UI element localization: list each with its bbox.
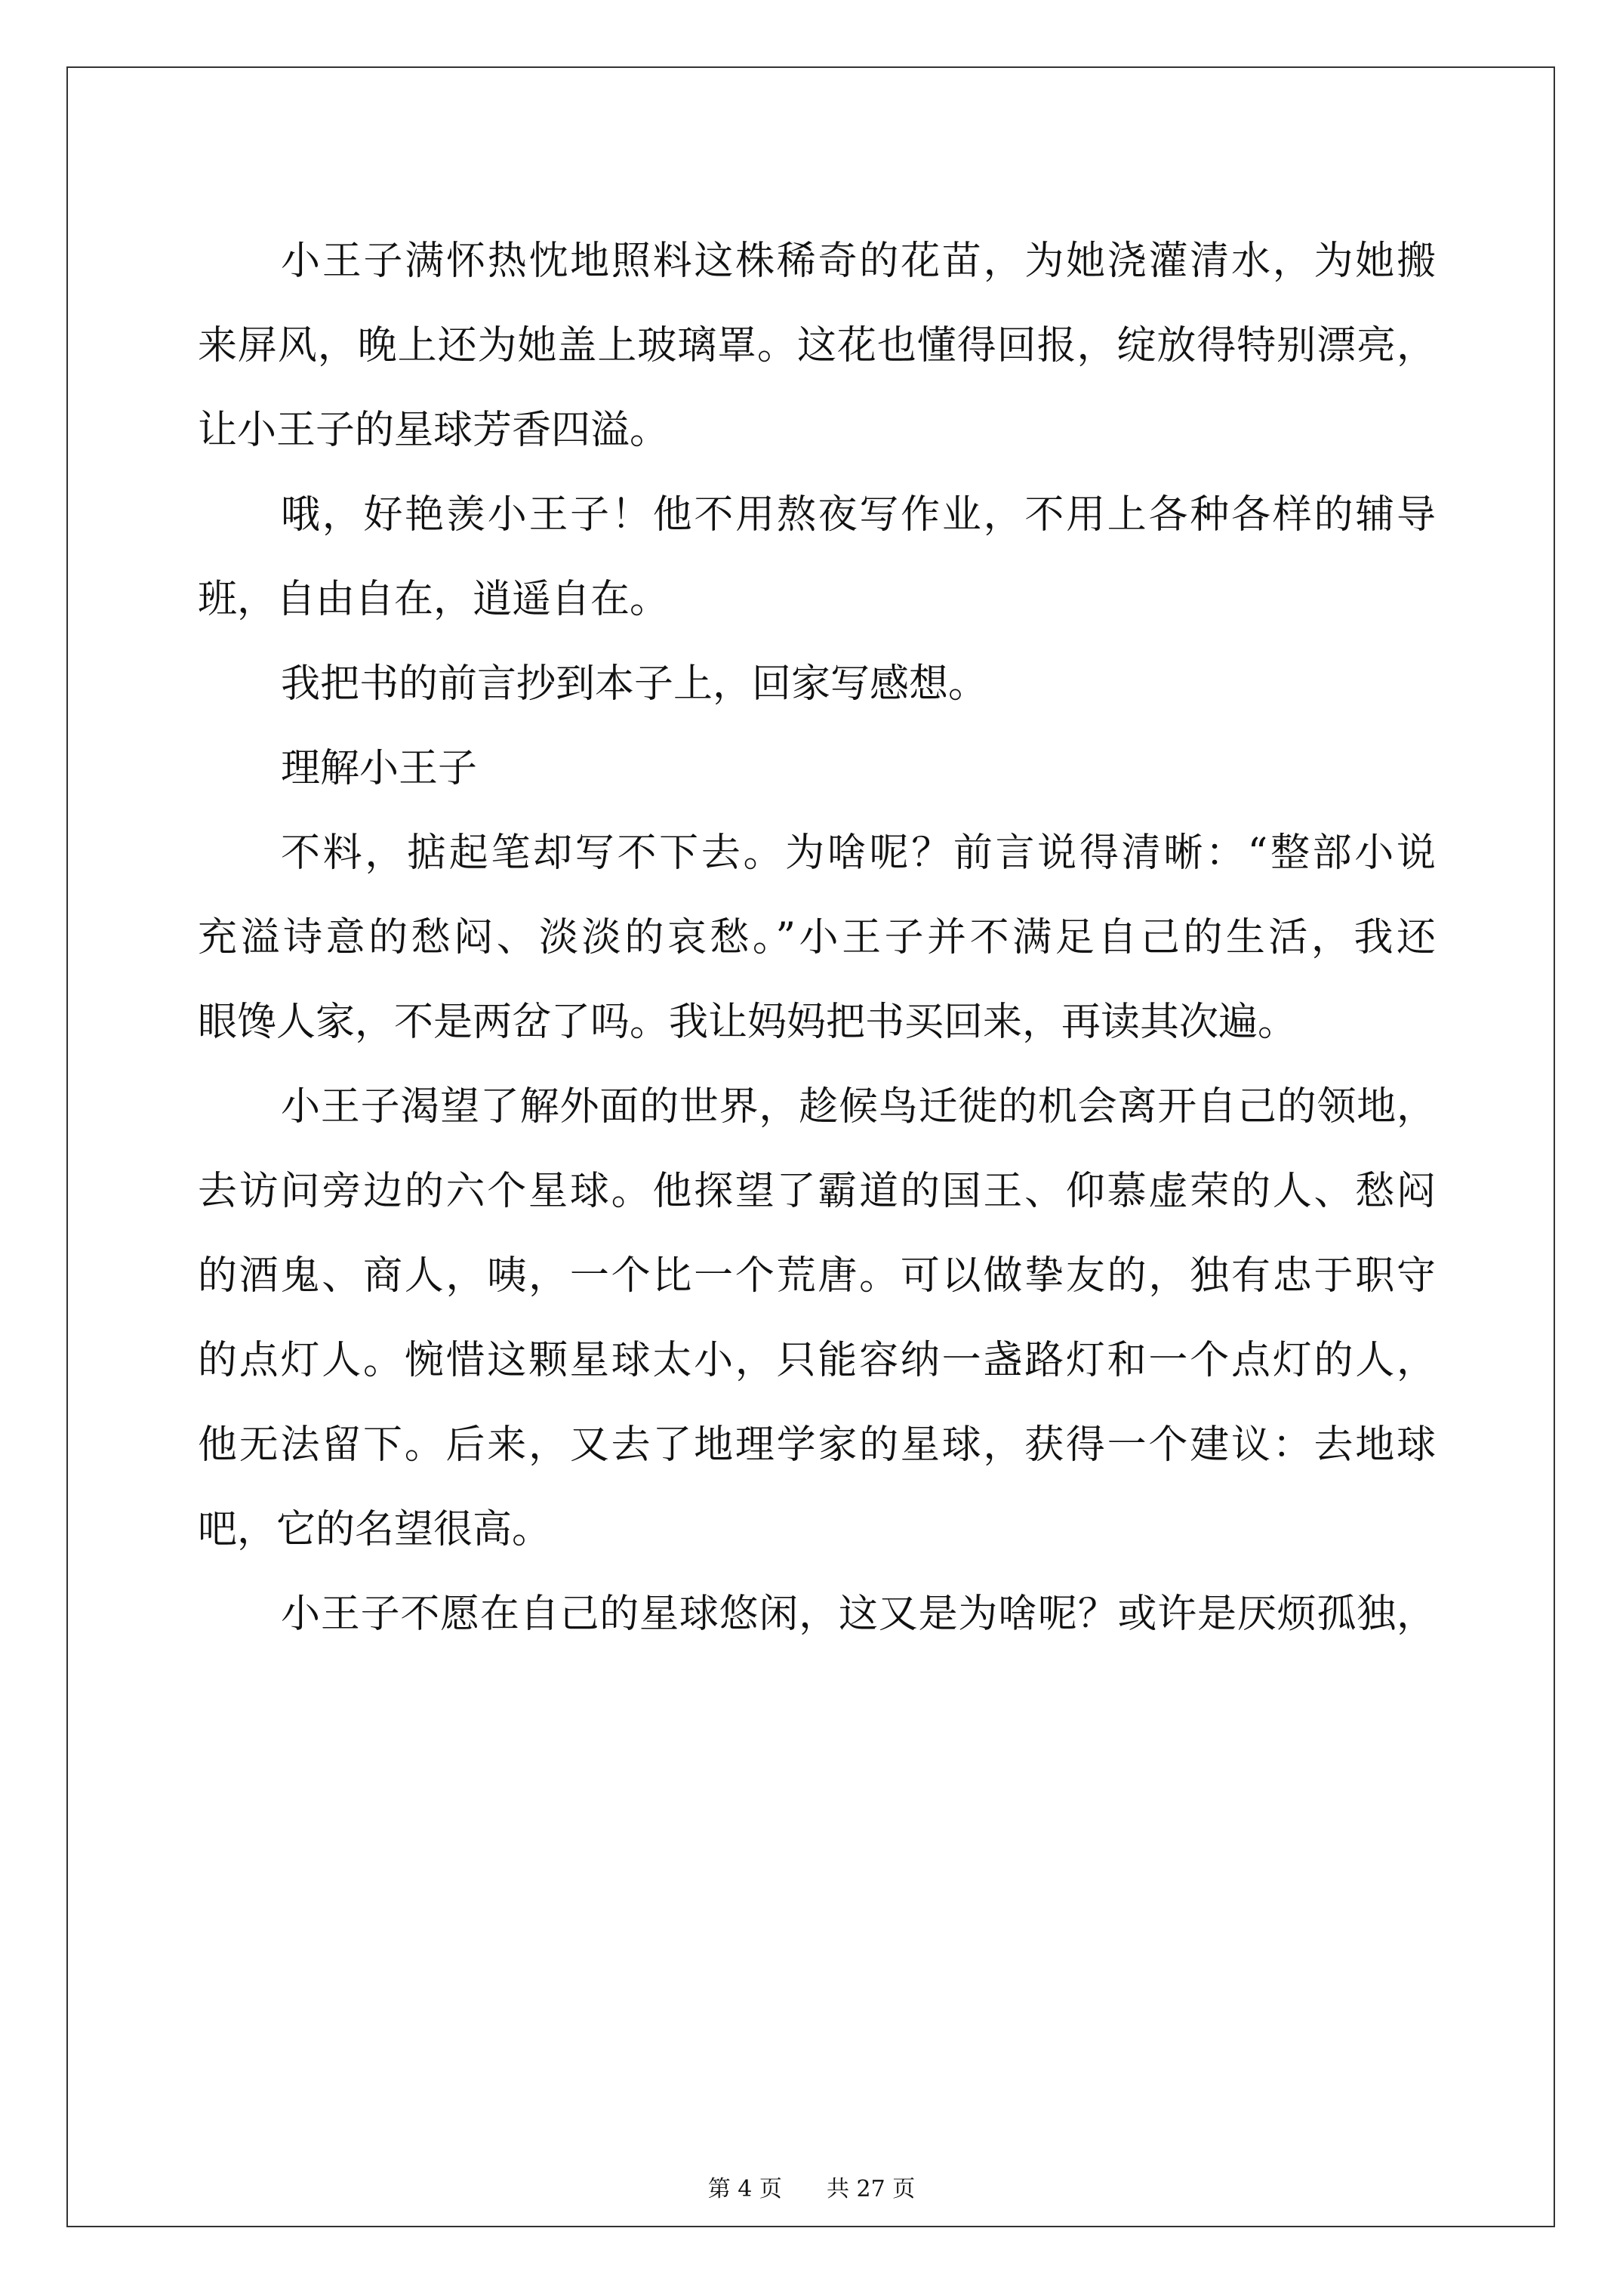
text-line: 小王子满怀热忱地照料这株稀奇的花苗，为她浇灌清水，为她搬	[281, 239, 1436, 284]
text-line: 我把书的前言抄到本子上，回家写感想。	[281, 661, 988, 707]
text-line: 的酒鬼、商人，咦，一个比一个荒唐。可以做挚友的，独有忠于职守	[198, 1253, 1436, 1299]
text-line: 理解小王子	[281, 746, 478, 791]
text-line: 小王子渴望了解外面的世界，趁候鸟迁徙的机会离开自己的领地，	[281, 1084, 1436, 1130]
text-line: 班，自由自在，逍遥自在。	[198, 577, 670, 622]
page-footer	[0, 2174, 1623, 2205]
document-body	[198, 219, 1436, 1657]
text-line: 不料，掂起笔却写不下去。为啥呢？前言说得清晰：“整部小说	[281, 831, 1436, 876]
text-line: 他无法留下。后来，又去了地理学家的星球，获得一个建议：去地球	[198, 1422, 1436, 1468]
page-total: 共 27 页	[827, 2176, 916, 2202]
page-number: 第 4 页	[707, 2176, 782, 2202]
text-line: 来屏风，晚上还为她盖上玻璃罩。这花也懂得回报，绽放得特别漂亮，	[198, 323, 1436, 368]
text-line: 哦，好艳羡小王子！他不用熬夜写作业，不用上各种各样的辅导	[281, 492, 1436, 538]
text-line: 吧，它的名望很高。	[198, 1507, 552, 1552]
text-line: 的点灯人。惋惜这颗星球太小，只能容纳一盏路灯和一个点灯的人，	[198, 1338, 1436, 1383]
text-line: 眼馋人家，不是两岔了吗。我让妈妈把书买回来，再读其次遍。	[198, 1000, 1298, 1045]
text-line: 去访问旁边的六个星球。他探望了霸道的国王、仰慕虚荣的人、愁闷	[198, 1169, 1436, 1214]
text-line: 小王子不愿在自己的星球悠闲，这又是为啥呢？或许是厌烦孤独，	[281, 1592, 1436, 1637]
text-line: 充溢诗意的愁闷、淡淡的哀愁。”小王子并不满足自己的生活，我还	[198, 915, 1436, 960]
text-line: 让小王子的星球芳香四溢。	[198, 408, 670, 453]
